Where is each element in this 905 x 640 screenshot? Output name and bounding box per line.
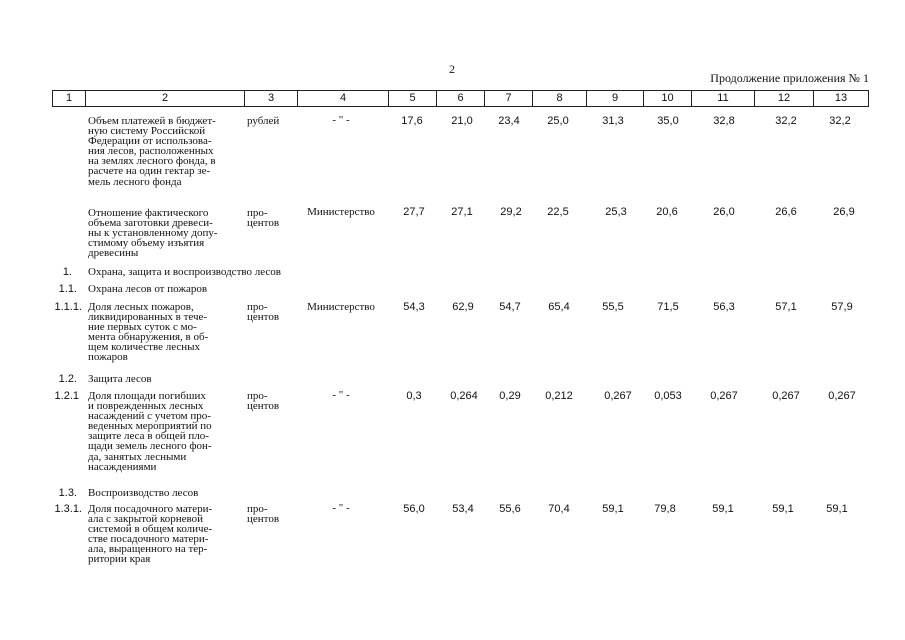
continuation-note: Продолжение приложения № 1 <box>710 71 869 85</box>
row-unit: про- центов <box>247 301 280 324</box>
row-number: 1.3.1. <box>54 503 82 515</box>
row-value: 0,267 <box>710 390 738 402</box>
row-value: 25,3 <box>605 206 627 218</box>
row-value: 26,0 <box>713 206 735 218</box>
row-value: 17,6 <box>401 115 423 127</box>
header-cell: 9 <box>587 91 644 106</box>
row-value: 59,1 <box>772 503 794 515</box>
row-value: 0,212 <box>545 390 573 402</box>
row-value: 26,9 <box>833 206 855 218</box>
row-value: 59,1 <box>602 503 624 515</box>
row-value: 57,1 <box>775 301 797 313</box>
header-cell: 7 <box>485 91 533 106</box>
header-cell: 3 <box>245 91 298 106</box>
row-description: Доля площади погибших и поврежденных лесных насаждений с учетом про- веденных мероприятий по защите леса в общей пло- щади земель лесного фон- да, занятых лесными насаждениями <box>88 390 212 473</box>
row-value: 59,1 <box>826 503 848 515</box>
header-cell: 13 <box>834 92 848 104</box>
row-value: 57,9 <box>831 301 853 313</box>
row-value: 29,2 <box>500 206 522 218</box>
row-value: 0,3 <box>406 390 422 402</box>
section-number: 1. <box>62 266 72 278</box>
row-value: 23,4 <box>498 115 520 127</box>
row-unit: про- центов <box>247 207 280 230</box>
header-cell: 12 <box>755 91 814 106</box>
row-number: 1.2.1 <box>54 390 79 402</box>
row-value: 70,4 <box>548 503 570 515</box>
row-org: - " - <box>332 389 350 401</box>
row-value: 25,0 <box>547 115 569 127</box>
row-value: 32,2 <box>775 115 797 127</box>
row-unit: рублей <box>247 115 280 127</box>
section-title: Защита лесов <box>88 373 152 385</box>
page-number: 2 <box>449 62 455 76</box>
row-description: Доля посадочного матери- ала с закрытой корневой системой в общем количе- стве посадочного матери- ала, выращенного на тер- ритории края <box>88 503 213 566</box>
header-cell: 6 <box>437 91 485 106</box>
row-value: 35,0 <box>657 115 679 127</box>
row-value: 31,3 <box>602 115 624 127</box>
row-number: 1.1.1. <box>54 301 82 313</box>
header-cell: 8 <box>533 91 587 106</box>
header-cell: 1 <box>53 91 86 106</box>
row-unit: про- центов <box>247 503 280 526</box>
header-cell: 10 <box>644 91 692 106</box>
row-value: 55,5 <box>602 301 624 313</box>
section-number: 1.1. <box>58 283 77 295</box>
row-org: - " - <box>332 114 350 126</box>
section-title: Воспроизводство лесов <box>88 487 199 499</box>
row-value: 32,2 <box>829 115 851 127</box>
table-header <box>52 90 869 107</box>
row-value: 55,6 <box>499 503 521 515</box>
row-value: 54,3 <box>403 301 425 313</box>
row-org: Министерство <box>307 206 375 218</box>
row-value: 79,8 <box>654 503 676 515</box>
row-unit: про- центов <box>247 390 280 413</box>
row-value: 32,8 <box>713 115 735 127</box>
section-number: 1.2. <box>58 373 77 385</box>
row-org: Министерство <box>307 301 375 313</box>
header-cell: 5 <box>389 91 437 106</box>
row-description: Доля лесных пожаров, ликвидированных в тече- ние первых суток с мо- мента обнаружения, в об- щем количестве лесных пожаров <box>88 301 209 364</box>
row-value: 0,267 <box>828 390 856 402</box>
section-number: 1.3. <box>58 487 77 499</box>
section-title: Охрана лесов от пожаров <box>88 283 208 295</box>
row-value: 54,7 <box>499 301 521 313</box>
row-value: 0,29 <box>499 390 521 402</box>
row-value: 27,1 <box>451 206 473 218</box>
row-value: 0,267 <box>604 390 632 402</box>
row-value: 26,6 <box>775 206 797 218</box>
header-cell: 11 <box>692 91 755 106</box>
row-value: 20,6 <box>656 206 678 218</box>
row-value: 22,5 <box>547 206 569 218</box>
section-title: Охрана, защита и воспроизводство лесов <box>88 266 281 278</box>
row-value: 0,267 <box>772 390 800 402</box>
row-value: 0,264 <box>450 390 478 402</box>
row-value: 65,4 <box>548 301 570 313</box>
header-cell: 2 <box>86 91 245 106</box>
row-value: 21,0 <box>451 115 473 127</box>
row-value: 56,0 <box>403 503 425 515</box>
row-value: 27,7 <box>403 206 425 218</box>
row-value: 62,9 <box>452 301 474 313</box>
row-value: 0,053 <box>654 390 682 402</box>
row-value: 71,5 <box>657 301 679 313</box>
row-value: 56,3 <box>713 301 735 313</box>
row-org: - " - <box>332 502 350 514</box>
row-value: 59,1 <box>712 503 734 515</box>
row-description: Объем платежей в бюджет- ную систему Российской Федерации от использова- ния лесов, расположенных на землях лесного фонда, в расчете на один гектар зе- мель лесного фонда <box>88 115 216 188</box>
header-cell: 4 <box>298 91 389 106</box>
row-value: 53,4 <box>452 503 474 515</box>
row-description: Отношение фактического объема заготовки древеси- ны к установленному допу- стимому объему изъятия древесины <box>88 207 218 260</box>
